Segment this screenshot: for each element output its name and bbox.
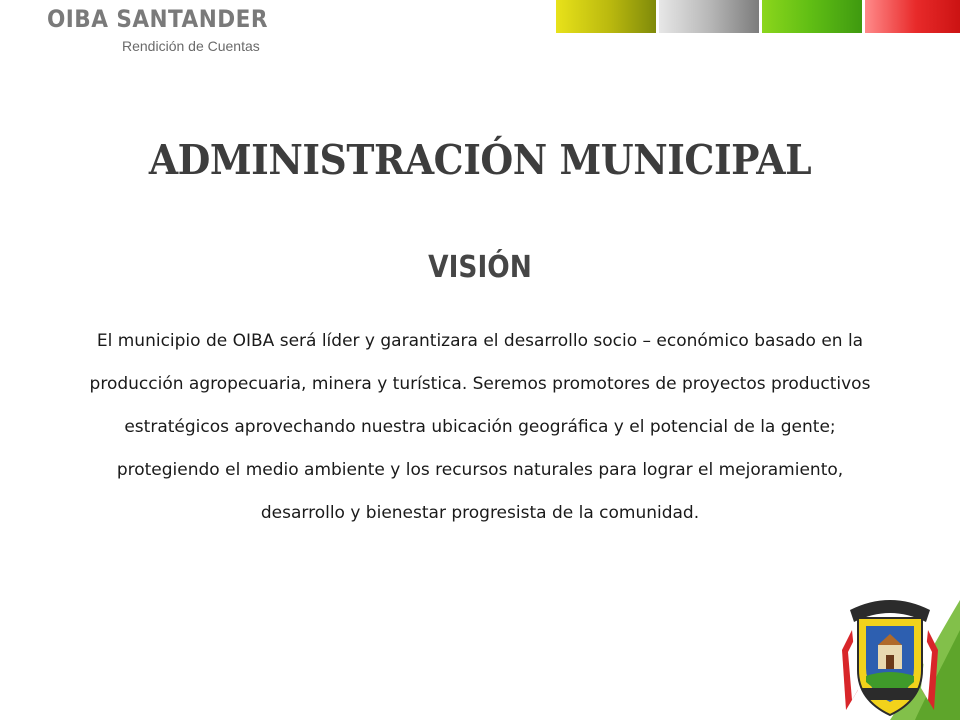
- corner-decoration: [820, 580, 960, 720]
- vision-paragraph: El municipio de OIBA será líder y garantizara el desarrollo socio – económico basado en la producción agropecuaria, minera y turística. Seremos promotores de proyectos productivos estratégicos aprovechando nuestra ubicación geográfica y el potencial de la gente; protegiendo el medio ambiente y los recursos naturales para lograr el mejoramiento, desarrollo y bienestar progresista de la comunidad.: [89, 331, 871, 523]
- color-bar-green: [762, 0, 862, 33]
- brand-header: [47, 2, 287, 54]
- color-bar-gray: [659, 0, 759, 33]
- brand-subtitle: Rendición de Cuentas: [122, 38, 260, 54]
- brand-title: OIBA SANTANDER: [47, 5, 268, 33]
- color-bar-red: [865, 0, 960, 33]
- color-bar-yellow: [556, 0, 656, 33]
- page-title: ADMINISTRACIÓN MUNICIPAL: [148, 136, 812, 184]
- color-bars: [556, 0, 960, 33]
- section-title: VISIÓN: [428, 250, 532, 285]
